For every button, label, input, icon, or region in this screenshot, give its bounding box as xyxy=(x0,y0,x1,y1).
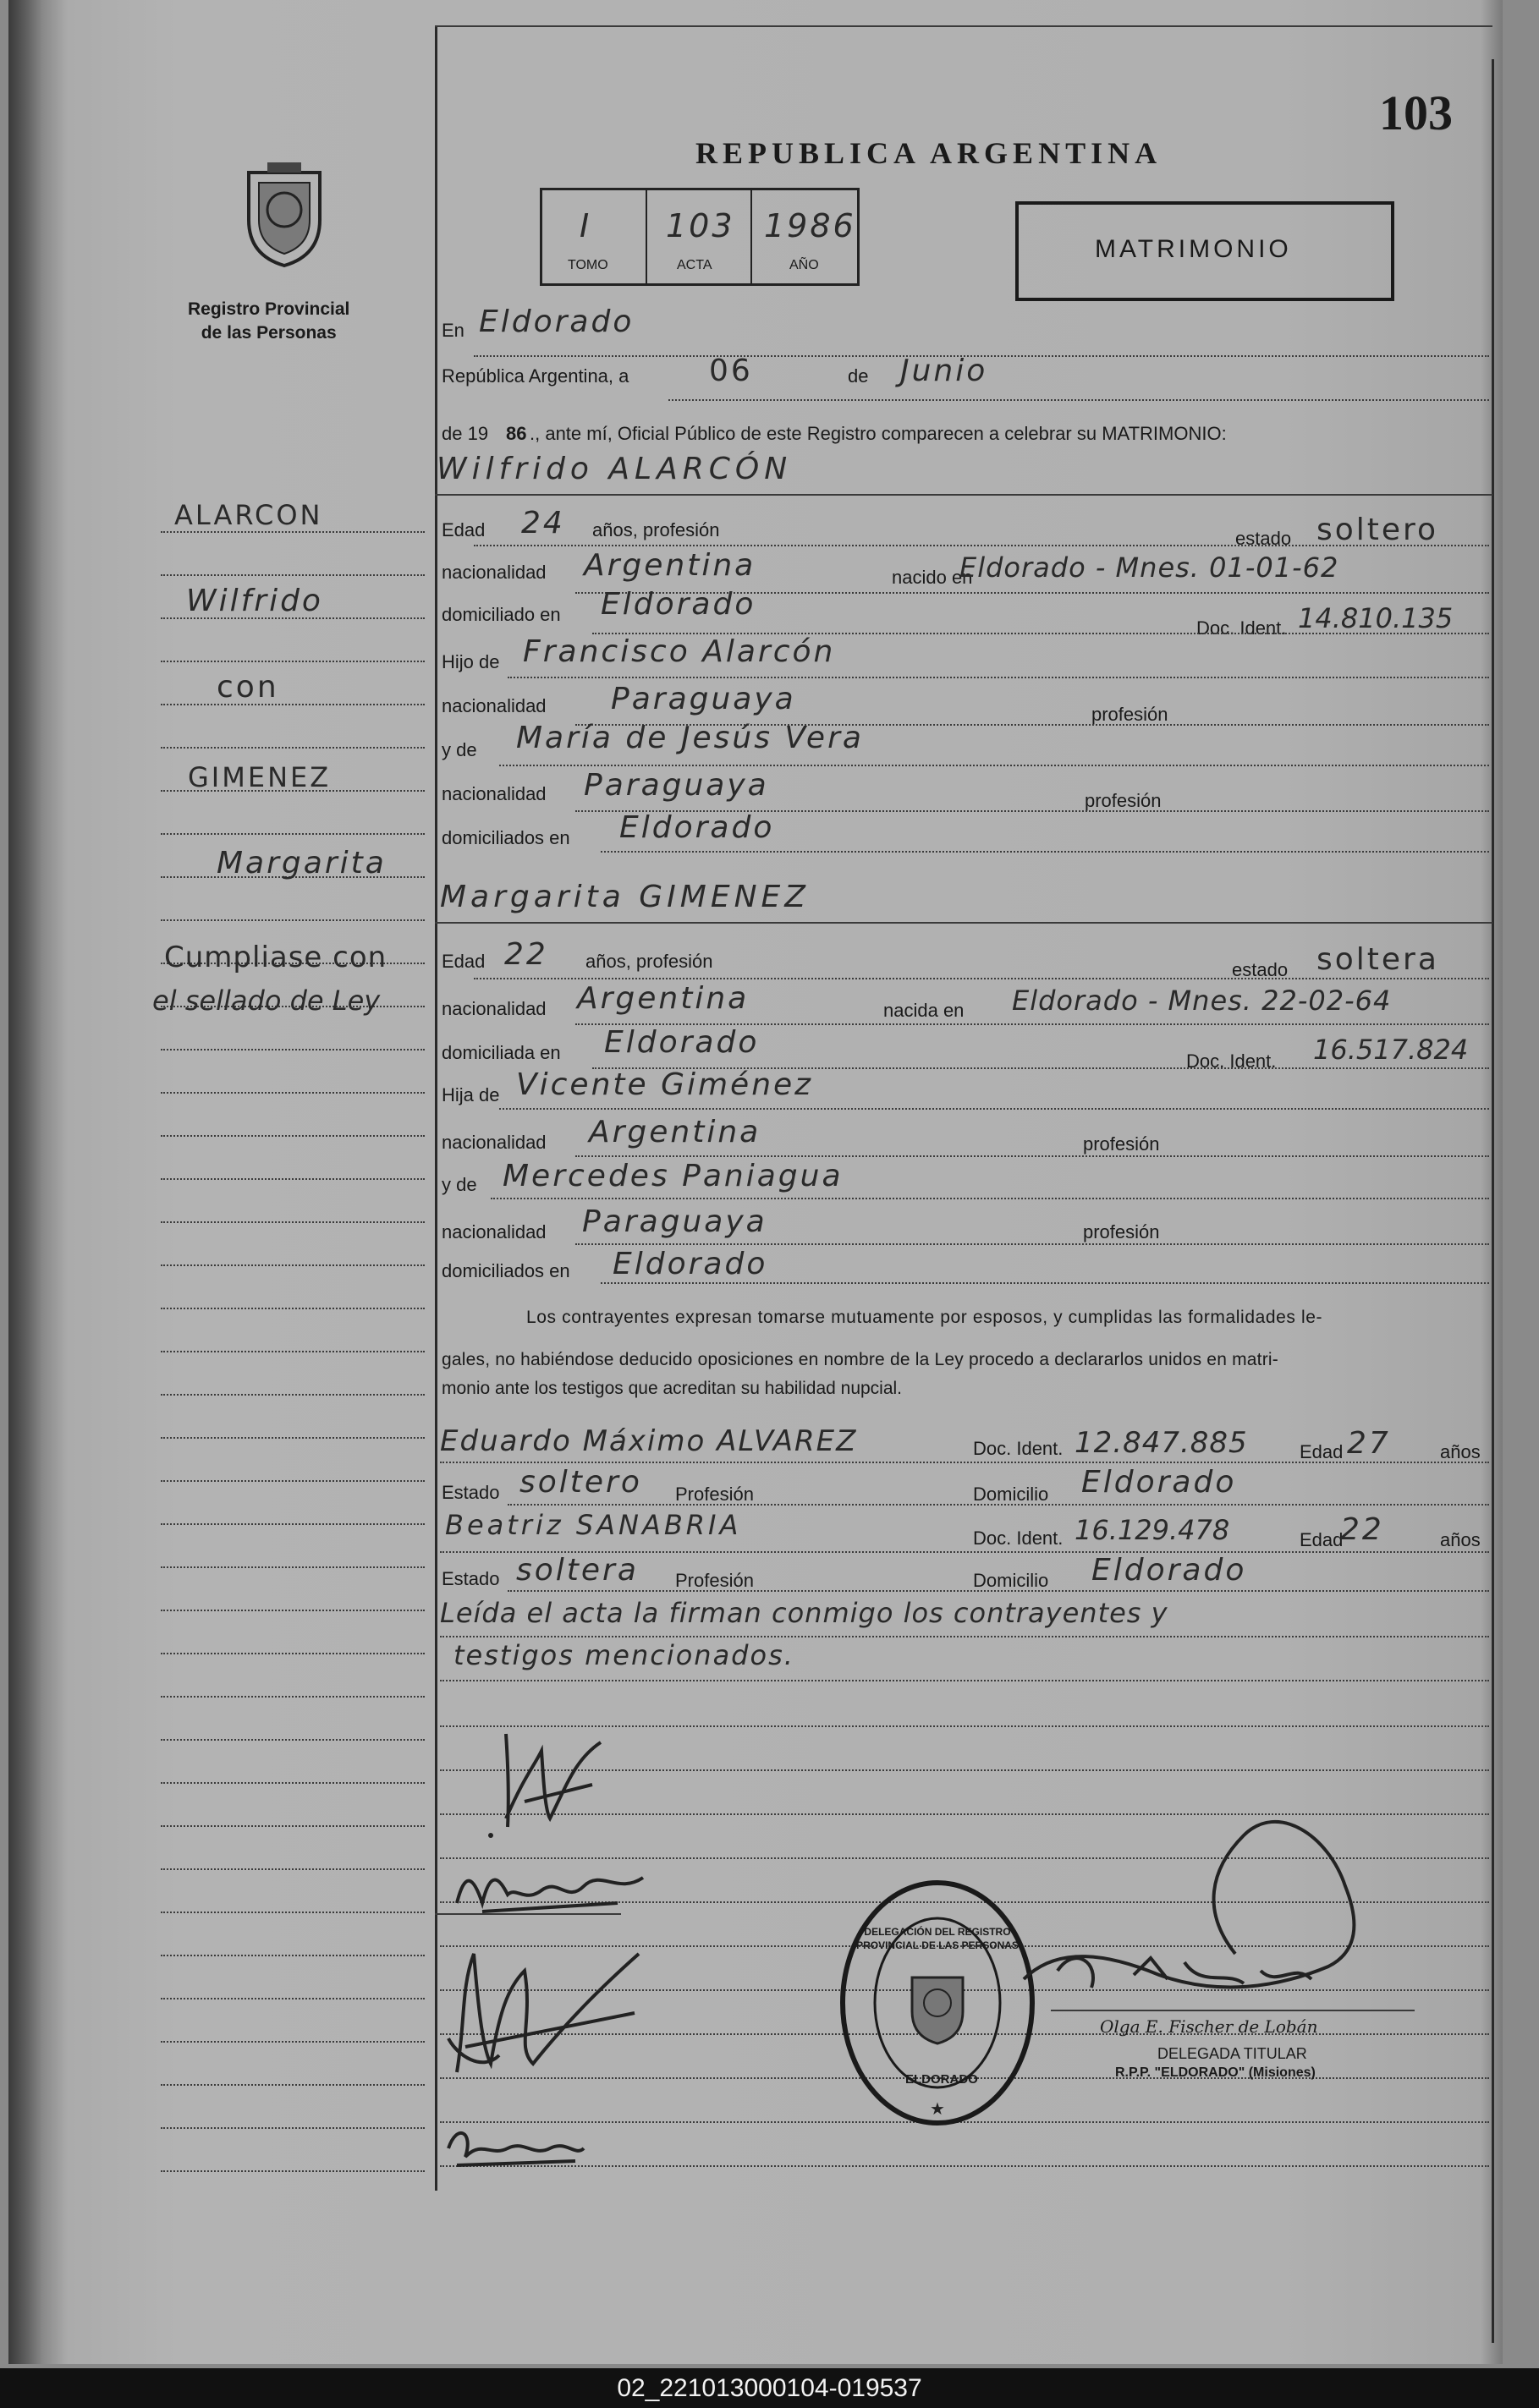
margin-rule xyxy=(161,1394,425,1396)
nacionalidad-label: nacionalidad xyxy=(442,1132,547,1153)
crest-icon xyxy=(242,161,327,269)
groom-parents-dom: Eldorado xyxy=(619,810,775,845)
bride-father-nac: Argentina xyxy=(589,1115,761,1149)
margin-rule xyxy=(161,1782,425,1784)
witness-1-dom: Eldorado xyxy=(1081,1465,1237,1500)
groom-name: Wilfrido ALARCÓN xyxy=(437,452,793,486)
groom-age: 24 xyxy=(521,506,565,540)
margin-rule xyxy=(161,1653,425,1654)
margin-rule xyxy=(161,1178,425,1180)
witness-2-estado: soltera xyxy=(516,1553,639,1588)
year-prefix: de 19 xyxy=(442,423,489,444)
margin-rule xyxy=(161,1912,425,1913)
yde-label: y de xyxy=(442,739,477,760)
groom-doc: 14.810.135 xyxy=(1298,602,1454,634)
tomo-value: I xyxy=(580,207,592,244)
bride-signature xyxy=(448,1844,660,1920)
bride-mother-nac: Paraguaya xyxy=(582,1204,767,1239)
acta-cell xyxy=(647,190,752,283)
witness-anos-label: años xyxy=(1440,1441,1481,1462)
rule xyxy=(440,1636,1489,1637)
margin-rule xyxy=(161,1308,425,1309)
margin-rule xyxy=(161,1264,425,1266)
margin-rule xyxy=(161,1566,425,1568)
domiciliados-label: domiciliados en xyxy=(442,827,570,848)
profesion-label: profesión xyxy=(1083,1133,1160,1155)
margin-note-surname2: GIMENEZ xyxy=(188,761,332,793)
ano-label: AÑO xyxy=(789,258,819,272)
nacido-label: nacido en xyxy=(892,567,973,588)
witness-2-age: 22 xyxy=(1340,1512,1384,1547)
witness-1-age: 27 xyxy=(1347,1426,1391,1461)
nacionalidad-label: nacionalidad xyxy=(442,562,547,583)
bride-mother: Mercedes Paniagua xyxy=(503,1159,844,1193)
witness-doc-label: Doc. Ident. xyxy=(973,1438,1064,1459)
rule xyxy=(474,545,1489,546)
witness-profesion-label: Profesión xyxy=(675,1484,754,1505)
svg-text:★: ★ xyxy=(930,2100,945,2119)
domiciliada-label: domiciliada en xyxy=(442,1042,561,1063)
estado-label: estado xyxy=(1235,528,1292,549)
witness-doc-label: Doc. Ident. xyxy=(973,1528,1064,1549)
edad-label: Edad xyxy=(442,519,486,540)
rule xyxy=(508,1590,1489,1592)
bride-age: 22 xyxy=(504,937,548,972)
margin-rule xyxy=(161,747,425,749)
rule xyxy=(499,1108,1489,1110)
margin-rule xyxy=(161,574,425,576)
right-border xyxy=(1492,59,1494,2343)
groom-nacido: Eldorado - Mnes. 01-01-62 xyxy=(959,551,1339,584)
official-sig-line xyxy=(1051,2010,1415,2011)
margin-note-stamp-duty2: el sellado de Ley xyxy=(152,985,381,1017)
acta-value: 103 xyxy=(666,207,735,244)
doc-label: Doc. Ident. xyxy=(1196,617,1287,639)
estado-label: estado xyxy=(1232,959,1289,980)
act-type: MATRIMONIO xyxy=(1095,235,1292,263)
anos-profesion-label: años, profesión xyxy=(592,519,720,540)
witness-1-name: Eduardo Máximo ALVAREZ xyxy=(440,1424,858,1458)
rule xyxy=(440,1680,1489,1681)
margin-rule xyxy=(161,833,425,835)
republica-label: República Argentina, a xyxy=(442,365,629,387)
seal-ring-text: DELEGACIÓN DEL REGISTRO PROVINCIAL DE LAS PERSONAS xyxy=(856,1926,1019,1951)
witness-estado-label: Estado xyxy=(442,1482,500,1503)
nacionalidad-label: nacionalidad xyxy=(442,695,547,716)
witness-1-estado: soltero xyxy=(519,1465,642,1500)
bride-father: Vicente Giménez xyxy=(516,1067,814,1102)
groom-estado: soltero xyxy=(1316,513,1439,547)
witness-1-doc: 12.847.885 xyxy=(1075,1426,1248,1460)
profesion-label: profesión xyxy=(1083,1221,1160,1242)
groom-nacionalidad: Argentina xyxy=(584,548,756,583)
margin-rule xyxy=(161,2041,425,2043)
ano-cell xyxy=(752,190,857,283)
edad-label: Edad xyxy=(442,951,486,972)
groom-domicilio: Eldorado xyxy=(601,587,756,622)
margin-rule xyxy=(161,1480,425,1482)
column-divider xyxy=(435,25,437,2191)
rule xyxy=(668,399,1489,401)
rule xyxy=(440,1462,1489,1463)
margin-rule xyxy=(161,661,425,662)
margin-rule xyxy=(161,1135,425,1137)
groom-mother: María de Jesús Vera xyxy=(516,721,864,755)
profesion-label: profesión xyxy=(1091,704,1168,725)
intro-sentence: ., ante mí, Oficial Público de este Registro comparecen a celebrar su MATRIMONIO: xyxy=(530,423,1227,444)
official-name: Olga E. Fischer de Lobán xyxy=(1100,2016,1318,2037)
margin-rule xyxy=(161,1351,425,1352)
witness-domicilio-label: Domicilio xyxy=(973,1484,1049,1505)
day: 06 xyxy=(709,354,753,388)
section-line xyxy=(435,922,1492,924)
official-office: R.P.P. "ELDORADO" (Misiones) xyxy=(1115,2065,1316,2080)
margin-rule xyxy=(161,1868,425,1870)
bride-nacida: Eldorado - Mnes. 22-02-64 xyxy=(1012,985,1392,1017)
anos-profesion-label: años, profesión xyxy=(585,951,713,972)
witness-1-signature xyxy=(431,1920,651,2089)
hija-label: Hija de xyxy=(442,1084,500,1105)
month: Junio xyxy=(900,354,988,388)
margin-note-surname: ALARCON xyxy=(174,499,323,531)
margin-rule xyxy=(161,704,425,705)
closing-line-1: Leída el acta la firman conmigo los contrayentes y xyxy=(440,1597,1168,1629)
official-signature xyxy=(1007,1785,1379,2013)
margin-rule xyxy=(161,1696,425,1698)
margin-note-con: con xyxy=(217,670,279,705)
witness-edad-label: Edad xyxy=(1300,1529,1344,1550)
margin-rule xyxy=(161,2170,425,2172)
declaration-line-1: Los contrayentes expresan tomarse mutuamente por esposos, y cumplidas las formalidades le- xyxy=(526,1308,1323,1327)
top-border xyxy=(435,25,1492,27)
acta-label: ACTA xyxy=(677,258,712,272)
yde-label: y de xyxy=(442,1174,477,1195)
tomo-label: TOMO xyxy=(568,258,608,272)
profesion-label: profesión xyxy=(1085,790,1162,811)
groom-father: Francisco Alarcón xyxy=(523,634,836,669)
file-caption: 02_221013000104-019537 xyxy=(0,2368,1539,2408)
nacionalidad-label: nacionalidad xyxy=(442,1221,547,1242)
declaration-line-3: monio ante los testigos que acreditan su habilidad nupcial. xyxy=(442,1379,903,1398)
witness-2-name: Beatriz SANABRIA xyxy=(445,1509,742,1541)
witness-profesion-label: Profesión xyxy=(675,1570,754,1591)
margin-rule xyxy=(161,1437,425,1439)
nacionalidad-label: nacionalidad xyxy=(442,998,547,1019)
seal-town: ELDORADO xyxy=(905,2072,978,2087)
margin-rule xyxy=(161,1825,425,1827)
bride-estado: soltera xyxy=(1316,942,1439,977)
rule xyxy=(601,851,1489,853)
witness-domicilio-label: Domicilio xyxy=(973,1570,1049,1591)
margin-rule xyxy=(161,2127,425,2129)
signature-rule xyxy=(440,2165,1489,2167)
year-suffix: 86 xyxy=(506,423,527,444)
groom-signature xyxy=(474,1725,618,1844)
rule xyxy=(575,1155,1489,1157)
rule xyxy=(474,978,1489,979)
rule xyxy=(499,765,1489,766)
declaration-line-2: gales, no habiéndose deducido oposiciones en nombre de la Ley procedo a declararlos unidos en matri- xyxy=(442,1350,1278,1369)
bride-parents-dom: Eldorado xyxy=(613,1247,768,1281)
nacida-label: nacida en xyxy=(883,1000,965,1021)
margin-note-stamp-duty: Cumpliase con xyxy=(164,941,387,974)
rule xyxy=(575,1243,1489,1245)
margin-rule xyxy=(161,531,425,533)
margin-rule xyxy=(161,919,425,921)
domiciliados-label: domiciliados en xyxy=(442,1260,570,1281)
witness-anos-label: años xyxy=(1440,1529,1481,1550)
en-label: En xyxy=(442,320,464,341)
country-title: REPUBLICA ARGENTINA xyxy=(695,136,1162,170)
bride-name: Margarita GIMENEZ xyxy=(440,880,810,914)
bride-doc: 16.517.824 xyxy=(1313,1034,1469,1066)
margin-rule xyxy=(161,1523,425,1525)
doc-label: Doc. Ident. xyxy=(1186,1050,1277,1072)
bride-nacionalidad: Argentina xyxy=(577,981,750,1016)
witness-edad-label: Edad xyxy=(1300,1441,1344,1462)
margin-rule xyxy=(161,1221,425,1223)
act-type-box xyxy=(1015,201,1394,301)
groom-father-nac: Paraguaya xyxy=(611,682,796,716)
witness-estado-label: Estado xyxy=(442,1568,500,1589)
bride-domicilio: Eldorado xyxy=(604,1025,760,1060)
section-line xyxy=(435,494,1492,496)
witness-2-signature xyxy=(440,2115,592,2174)
rule xyxy=(601,1282,1489,1284)
page-number: 103 xyxy=(1379,85,1453,140)
nacionalidad-label: nacionalidad xyxy=(442,783,547,804)
witness-2-dom: Eldorado xyxy=(1091,1553,1247,1588)
margin-rule xyxy=(161,1092,425,1094)
margin-note-given2: Margarita xyxy=(217,846,387,880)
margin-rule xyxy=(161,1998,425,1999)
de-label: de xyxy=(848,365,869,387)
ano-value: 1986 xyxy=(764,207,856,244)
place: Eldorado xyxy=(479,304,635,339)
binding-shadow xyxy=(8,0,68,2364)
rule xyxy=(491,1198,1489,1199)
tomo-cell xyxy=(542,190,647,283)
record-number-box xyxy=(540,188,860,286)
margin-note-given: Wilfrido xyxy=(186,584,323,618)
margin-rule xyxy=(161,2084,425,2086)
witness-2-doc: 16.129.478 xyxy=(1075,1514,1230,1546)
closing-line-2: testigos mencionados. xyxy=(453,1639,794,1671)
margin-rule xyxy=(161,1610,425,1611)
margin-rule xyxy=(161,1049,425,1050)
margin-rule xyxy=(161,1955,425,1956)
official-title: DELEGADA TITULAR xyxy=(1157,2045,1307,2062)
rule xyxy=(508,677,1489,678)
margin-rule xyxy=(161,1739,425,1741)
domiciliado-label: domiciliado en xyxy=(442,604,561,625)
hijo-label: Hijo de xyxy=(442,651,500,672)
rule xyxy=(508,1504,1489,1506)
groom-mother-nac: Paraguaya xyxy=(584,768,769,803)
registry-name: Registro Provincial de las Personas xyxy=(188,299,350,343)
